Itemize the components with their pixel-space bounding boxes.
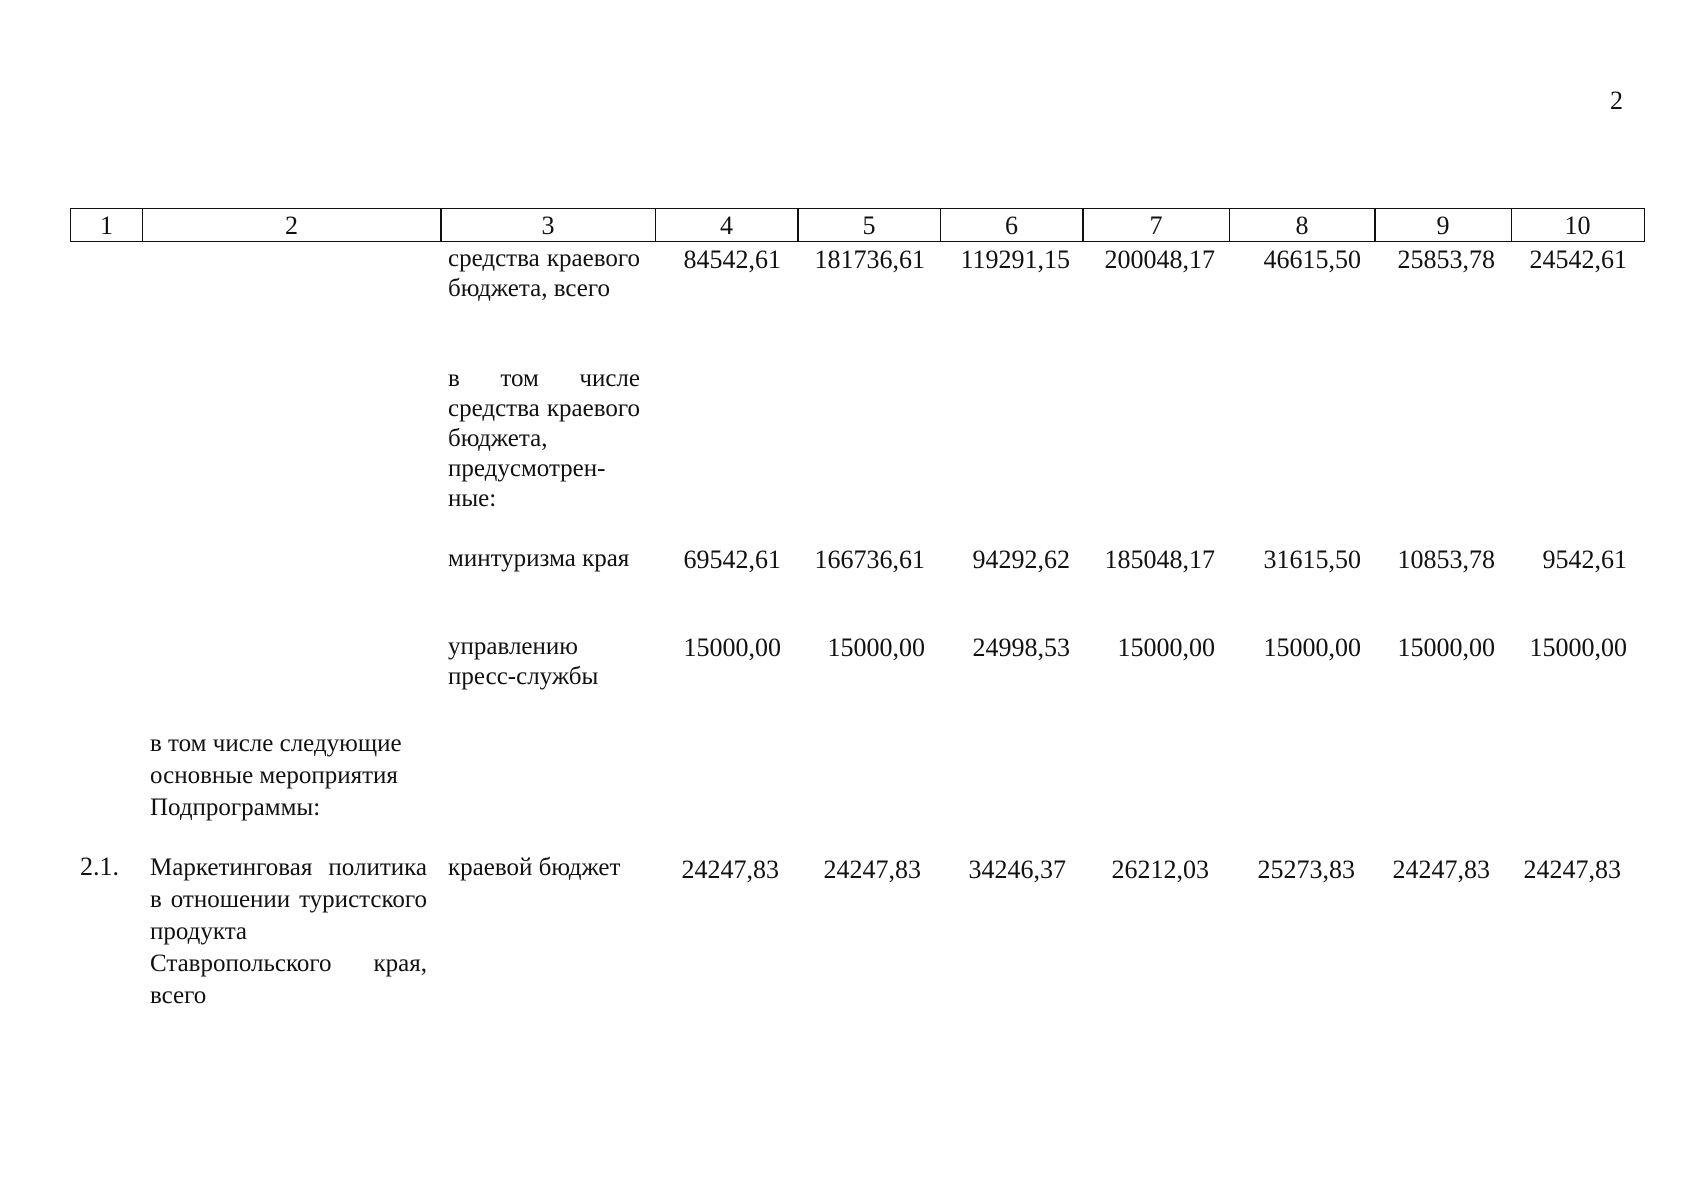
row-label-regional-budget-total: средства краевого бюджета, всего: [448, 245, 640, 302]
cell-tourism-col4: 69542,61: [683, 545, 781, 574]
cell-item-col6: 34246,37: [968, 855, 1066, 884]
column-header-9: 9: [1374, 208, 1512, 242]
cell-total-col4: 84542,61: [683, 245, 781, 274]
cell-item-col9: 24247,83: [1392, 855, 1490, 884]
cell-press-col7: 15000,00: [1117, 633, 1215, 662]
cell-tourism-col7: 185048,17: [1104, 545, 1215, 574]
cell-press-col9: 15000,00: [1397, 633, 1495, 662]
cell-press-col5: 15000,00: [827, 633, 925, 662]
cell-total-col9: 25853,78: [1397, 245, 1495, 274]
cell-press-col8: 15000,00: [1263, 633, 1361, 662]
cell-tourism-col9: 10853,78: [1397, 545, 1495, 574]
cell-total-col6: 119291,15: [960, 245, 1070, 274]
cell-press-col10: 15000,00: [1529, 633, 1627, 662]
cell-item-col8: 25273,83: [1257, 855, 1355, 884]
column-header-8: 8: [1229, 208, 1376, 242]
cell-tourism-col6: 94292,62: [972, 545, 1070, 574]
item-name: Маркетинговая политика в отношении туристского продукта Ставропольского края, всего: [150, 854, 427, 1009]
row-label-press-service: управлению пресс-службы: [448, 633, 599, 690]
cell-item-col4: 24247,83: [681, 855, 779, 884]
column-header-6: 6: [940, 208, 1084, 242]
column-header-7: 7: [1082, 208, 1230, 242]
cell-item-col5: 24247,83: [823, 855, 921, 884]
cell-total-col5: 181736,61: [814, 245, 925, 274]
column-header-4: 4: [655, 208, 799, 242]
column-header-2: 2: [142, 208, 442, 242]
cell-item-col10: 24247,83: [1523, 855, 1621, 884]
cell-total-col7: 200048,17: [1104, 245, 1215, 274]
main-activities-note: в том числе следующие основные мероприятия Подпрограммы:: [150, 730, 402, 821]
cell-total-col10: 24542,61: [1529, 245, 1627, 274]
item-number: 2.1.: [80, 852, 119, 881]
cell-tourism-col8: 31615,50: [1263, 545, 1361, 574]
column-header-3: 3: [440, 208, 656, 242]
row-label-ministry-of-tourism: минтуризма края: [448, 545, 630, 572]
table-header-row: [70, 208, 1643, 242]
cell-press-col6: 24998,53: [972, 633, 1070, 662]
row-label-including: в том числе средства краевого бюджета, предусмотренные:: [448, 365, 640, 512]
column-header-1: 1: [70, 208, 143, 242]
cell-tourism-col10: 9542,61: [1542, 545, 1627, 574]
item-funding-source: краевой бюджет: [448, 854, 621, 881]
page-number: 2: [1610, 86, 1623, 115]
cell-total-col8: 46615,50: [1263, 245, 1361, 274]
cell-item-col7: 26212,03: [1111, 855, 1209, 884]
column-header-10: 10: [1511, 208, 1645, 242]
cell-tourism-col5: 166736,61: [814, 545, 925, 574]
cell-press-col4: 15000,00: [683, 633, 781, 662]
column-header-5: 5: [797, 208, 941, 242]
